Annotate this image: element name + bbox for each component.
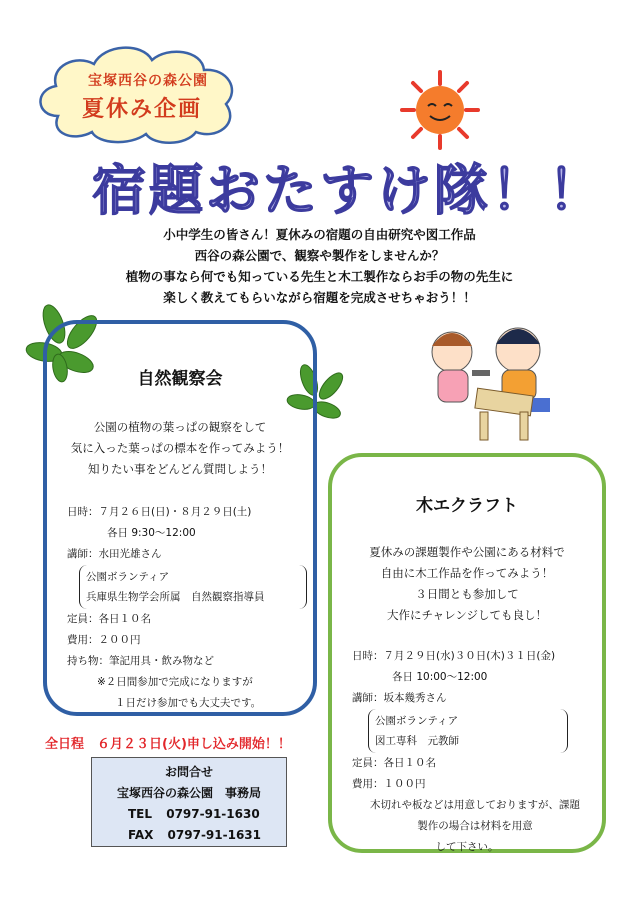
craft-date: 日時：７月２９日(水)３０日(木)３１日(金) [352,650,556,662]
craft-lecturer: 講師：坂本幾秀さん [352,692,447,704]
nature-capacity: 定員：各日１０名 [67,613,151,625]
craft-desc-line: 自由に木工作品を作ってみよう！ [380,566,554,580]
contact-box [91,757,287,847]
craft-description [332,542,602,626]
nature-desc-line: 気に入った葉っぱの標本を作ってみよう！ [70,441,290,455]
craft-title: 木エクラフト [416,496,518,516]
nature-note: ※２日間参加で完成になりますが [97,676,253,688]
nature-desc-line: 知りたい事をどんどん質問しよう！ [88,462,272,476]
lecturer-detail-line: 兵庫県生物学会所属 自然観察指導員 [86,591,265,603]
craft-desc-line: ３日間とも参加して [415,587,519,601]
intro-line: 小中学生の皆さん！夏休みの宿題の自由研究や図工作品 [163,227,476,242]
craft-note: 木切れや板などは用意しておりますが、課題製作の場合は材料を用意 [370,799,580,832]
craft-lecturer-detail [368,709,568,753]
nature-date: 日時：７月２６日(日)・８月２９日(土) [67,506,252,518]
lecturer-detail-line: 公園ボランティア [86,571,170,583]
lecturer-detail-line: 図工専科 元教師 [375,735,459,747]
contact-tel-row [92,804,286,825]
nature-lecturer: 講師：水田光雄さん [67,548,162,560]
nature-bring: 持ち物：筆記用具・飲み物など [67,655,214,667]
intro-line: 楽しく教えてもらいながら宿題を完成させちゃおう！！ [163,290,476,305]
fax-label: FAX [128,828,154,842]
woodcraft-panel [328,453,606,853]
craft-time: 各日 10:00～12:00 [392,671,488,683]
tel-label: TEL [128,807,153,821]
nature-details [67,502,313,714]
contact-heading: お問合せ [164,765,213,779]
summer-event-label: 夏休み企画 [82,97,203,122]
nature-title: 自然観察会 [137,369,223,389]
intro-text [0,224,639,308]
craft-fee: 費用：１００円 [352,778,426,790]
nature-description [47,417,313,480]
intro-line: 西谷の森公園で、観察や製作をしませんか？ [194,248,445,263]
craft-note: して下さい。 [435,841,499,853]
application-start-notice: 全日程 ６月２３日(火)申し込み開始！！ [45,737,291,752]
contact-org: 宝塚西谷の森公園 事務局 [116,786,261,800]
kids-woodworking-illustration [410,312,570,447]
nature-time: 各日 9:30～12:00 [107,527,196,539]
lecturer-detail-line: 公園ボランティア [375,715,459,727]
main-title: 宿題おたすけ隊！！ [92,159,605,222]
nature-fee: 費用：２００円 [67,634,141,646]
fax-number: 0797-91-1631 [167,828,262,842]
contact-fax-row [92,825,286,846]
nature-note: １日だけ参加でも大丈夫です。 [115,697,262,709]
tel-number: 0797-91-1630 [166,807,260,821]
craft-desc-line: 大作にチャレンジしても良し！ [386,608,548,622]
park-name-label: 宝塚西谷の森公園 [88,73,208,89]
nature-observation-panel [43,320,317,716]
nature-desc-line: 公園の植物の葉っぱの観察をして [93,420,267,434]
nature-lecturer-detail [79,565,307,609]
craft-capacity: 定員：各日１０名 [352,757,436,769]
intro-line: 植物の事なら何でも知っている先生と木工製作ならお手の物の先生に [125,269,514,284]
sun-icon [400,70,480,150]
craft-details [352,646,602,858]
craft-desc-line: 夏休みの課題製作や公園にある材料で [369,545,565,559]
